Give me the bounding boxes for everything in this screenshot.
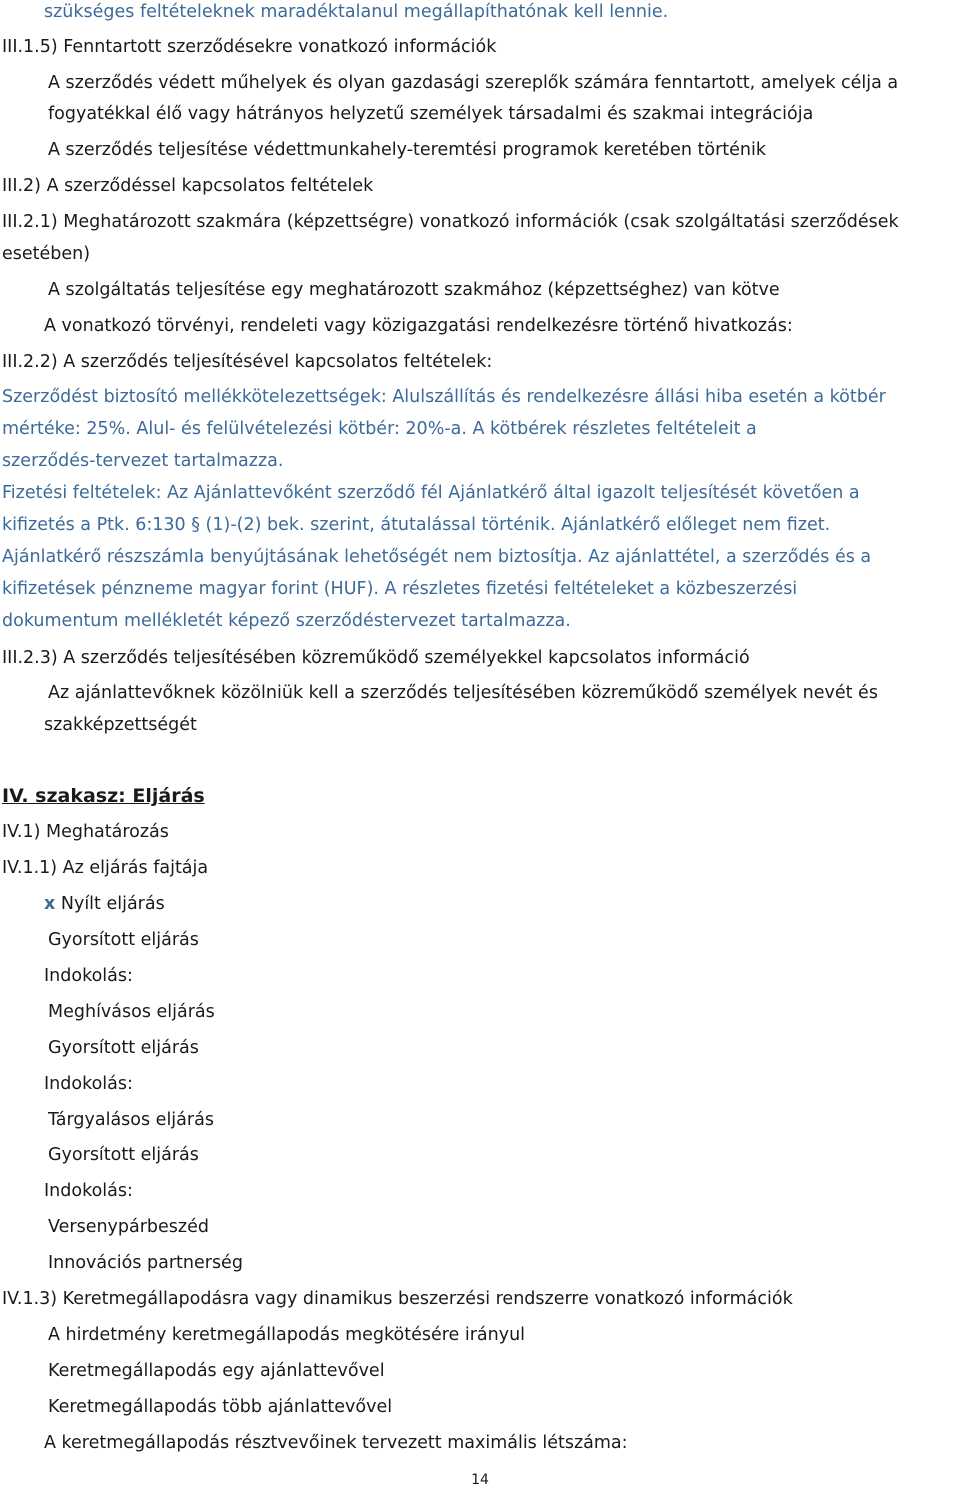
text-line: Ajánlatkérő részszámla benyújtásának lehetőségét nem biztosítja. Az ajánlattétel, a szerződés és a bbox=[2, 547, 872, 567]
text-line: A szerződés védett műhelyek és olyan gazdasági szereplők számára fenntartott, amelyek célja a bbox=[48, 73, 899, 93]
text-line: Az ajánlattevőknek közölniük kell a szerződés teljesítésében közreműködő személyek nevét és bbox=[48, 683, 878, 703]
text-line: Fizetési feltételek: Az Ajánlattevőként szerződő fél Ajánlatkérő által igazolt teljesítését követően a bbox=[2, 483, 860, 503]
text-line: dokumentum mellékletét képező szerződéstervezet tartalmazza. bbox=[2, 611, 571, 631]
section-heading: III.2.1) Meghatározott szakmára (képzettségre) vonatkozó információk (csak szolgáltatási szerződések bbox=[2, 212, 899, 232]
text-line: esetében) bbox=[2, 244, 91, 264]
option: Gyorsított eljárás bbox=[48, 1038, 199, 1058]
option: Versenypárbeszéd bbox=[48, 1217, 209, 1237]
section-heading: III.1.5) Fenntartott szerződésekre vonatkozó információk bbox=[2, 37, 497, 57]
option-label: Nyílt eljárás bbox=[60, 894, 165, 914]
part-heading: IV. szakasz: Eljárás bbox=[2, 785, 205, 807]
option: Keretmegállapodás több ajánlattevővel bbox=[48, 1397, 393, 1417]
text-line: fogyatékkal élő vagy hátrányos helyzetű személyek társadalmi és szakmai integrációja bbox=[48, 104, 814, 124]
text-line: A szerződés teljesítése védettmunkahely-teremtési programok keretében történik bbox=[48, 140, 767, 160]
option-selected bbox=[44, 892, 165, 916]
text-line: Indokolás: bbox=[44, 1074, 133, 1094]
page-number: 14 bbox=[471, 1472, 489, 1488]
option: Gyorsított eljárás bbox=[48, 1145, 199, 1165]
section-heading: III.2.3) A szerződés teljesítésében közreműködő személyekkel kapcsolatos információ bbox=[2, 648, 750, 668]
text-line: szükséges feltételeknek maradéktalanul megállapíthatónak kell lennie. bbox=[44, 2, 669, 22]
section-heading: IV.1.1) Az eljárás fajtája bbox=[2, 858, 209, 878]
text-line: A keretmegállapodás résztvevőinek tervezett maximális létszáma: bbox=[44, 1433, 628, 1453]
option: Innovációs partnerség bbox=[48, 1253, 243, 1273]
option: A hirdetmény keretmegállapodás megkötésére irányul bbox=[48, 1325, 526, 1345]
option: Gyorsított eljárás bbox=[48, 930, 199, 950]
text-line: Szerződést biztosító mellékkötelezettségek: Alulszállítás és rendelkezésre állási hiba esetén a kötbér bbox=[2, 387, 886, 407]
text-line: kifizetések pénzneme magyar forint (HUF). A részletes fizetési feltételeket a közbeszerzési bbox=[2, 579, 798, 599]
section-heading: IV.1.3) Keretmegállapodásra vagy dinamikus beszerzési rendszerre vonatkozó információk bbox=[2, 1289, 793, 1309]
text-line: Indokolás: bbox=[44, 966, 133, 986]
option: Meghívásos eljárás bbox=[48, 1002, 215, 1022]
section-heading: IV.1) Meghatározás bbox=[2, 822, 169, 842]
section-heading: III.2.2) A szerződés teljesítésével kapcsolatos feltételek: bbox=[2, 352, 493, 372]
text-line: kifizetés a Ptk. 6:130 § (1)-(2) bek. szerint, átutalással történik. Ajánlatkérő előleget nem fizet. bbox=[2, 515, 831, 535]
section-heading: III.2) A szerződéssel kapcsolatos feltételek bbox=[2, 176, 374, 196]
text-line: mértéke: 25%. Alul- és felülvételezési kötbér: 20%-a. A kötbérek részletes feltételeit a bbox=[2, 419, 757, 439]
text-line: szerződés-tervezet tartalmazza. bbox=[2, 451, 284, 471]
selection-mark: x bbox=[44, 894, 56, 914]
text-line: A szolgáltatás teljesítése egy meghatározott szakmához (képzettséghez) van kötve bbox=[48, 280, 780, 300]
text-line: szakképzettségét bbox=[44, 715, 197, 735]
option: Tárgyalásos eljárás bbox=[48, 1110, 214, 1130]
text-line: A vonatkozó törvényi, rendeleti vagy közigazgatási rendelkezésre történő hivatkozás: bbox=[44, 316, 793, 336]
text-line: Indokolás: bbox=[44, 1181, 133, 1201]
option: Keretmegállapodás egy ajánlattevővel bbox=[48, 1361, 385, 1381]
